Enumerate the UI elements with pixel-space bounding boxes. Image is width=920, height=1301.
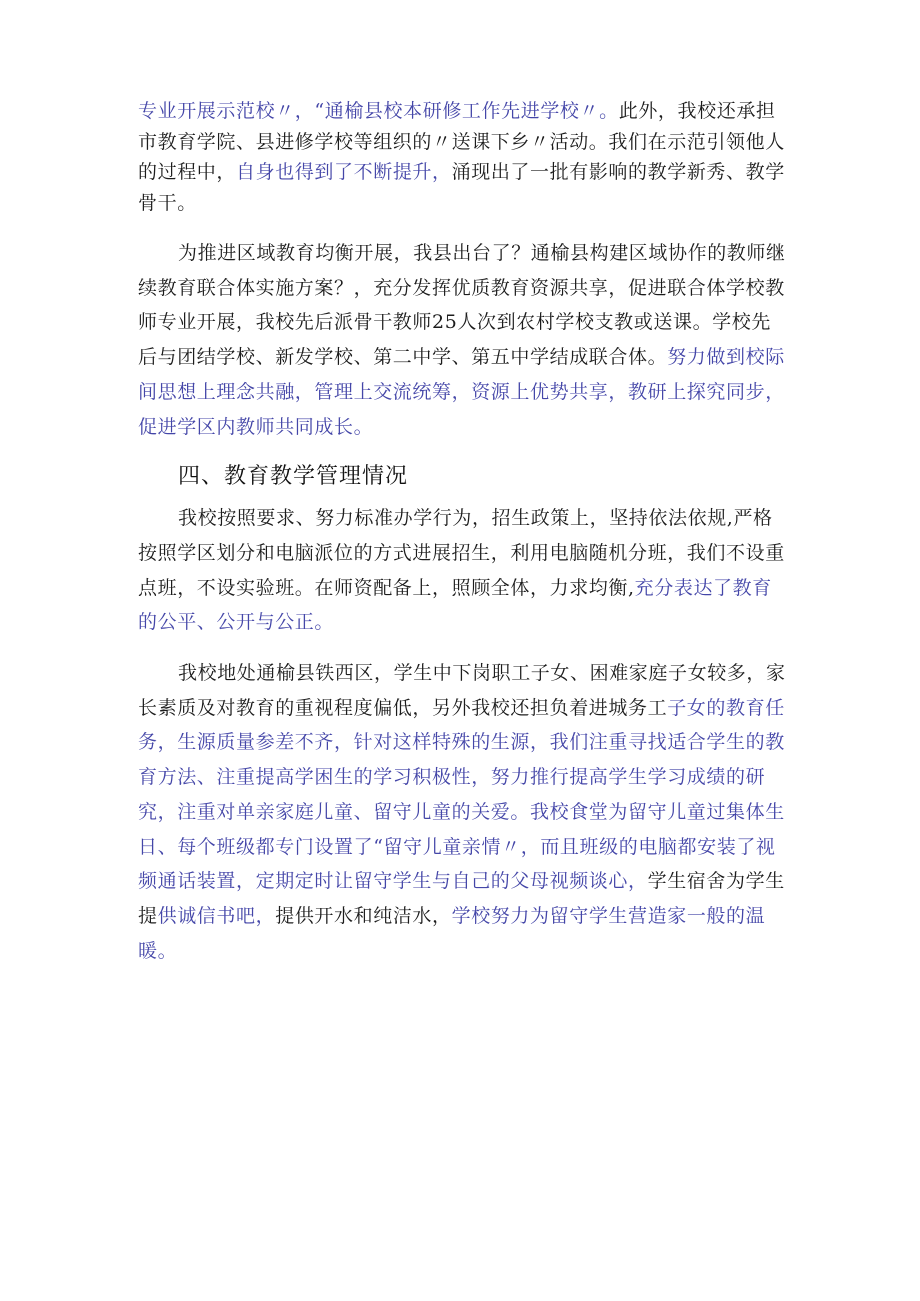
- highlight-text: 学校努力为留守学生营造家一般的温暖。: [138, 904, 766, 962]
- highlight-text: 努力做到校际间思想上理念共融，管理上交流统筹，资源上优势共享，教研上探究同步，促进学区内教师共同成长。: [138, 346, 785, 438]
- body-text: 此外，我校还承担市教育学院、县进修学校等组织的〃送课下乡〃活动。我们在示范引领他人的过程中，: [138, 100, 785, 183]
- body-text: 为推进区域教育均衡开展，我县出台了？通榆县构建区域协作的教师继续教育联合体实施方案？，充分发挥优质教育资源共享，促进联合体学校教师专业开展，我校先后派骨干教师25人次到农村学校支教或送课。学校先后与团结学校、新发学校、第二中学、第五中学结成联合体。: [138, 242, 786, 369]
- body-text: 学生宿舍为学生提: [138, 870, 785, 927]
- highlight-text: 专业开展示范校〃，“通榆县校本研修工作先进学校〃。: [138, 100, 619, 122]
- paragraph-4: [138, 656, 786, 968]
- body-text: 提供开水和纯洁水，: [275, 904, 452, 927]
- paragraph-3: [138, 501, 786, 640]
- highlight-text: 充分表达了教育的公平、公开与公正。: [138, 576, 772, 634]
- body-text: 我校按照要求、努力标准办学行为，招生政策上，坚持依法依规,严格按照学区划分和电脑派位的方式进展招生，利用电脑随机分班，我们不设重点班，不设实验班。在师资配备上，照顾全体，力求均衡,: [138, 507, 785, 599]
- paragraph-2: [138, 236, 786, 444]
- body-text: 我校地处通榆县铁西区，学生中下岗职工子女、困难家庭子女较多，家长素质及对教育的重视程度偏低，另外我校还担负着进城务工: [138, 662, 786, 719]
- document-page: [138, 96, 786, 968]
- highlight-text: 自身也得到了不断提升，: [236, 161, 452, 183]
- highlight-text: 供诚信书吧，: [157, 904, 276, 927]
- highlight-text: 子女的教育任务，生源质量参差不齐，针对这样特殊的生源，我们注重寻找适合学生的教育方法、注重提高学困生的学习积极性，努力推行提高学生学习成绩的研究，注重对单亲家庭儿童、留守儿童的关爱。我校食堂为留守儿童过集体生日、每个班级都专门设置了“留守儿童亲情〃，而且班级的电脑都安装了视频通话装置，定期定时让留守学生与自己的父母视频谈心，: [138, 696, 785, 893]
- body-text: 涌现出了一批有影响的教学新秀、教学骨干。: [138, 161, 785, 214]
- paragraph-1: [138, 96, 786, 218]
- section-heading: 四、教育教学管理情况: [178, 464, 409, 490]
